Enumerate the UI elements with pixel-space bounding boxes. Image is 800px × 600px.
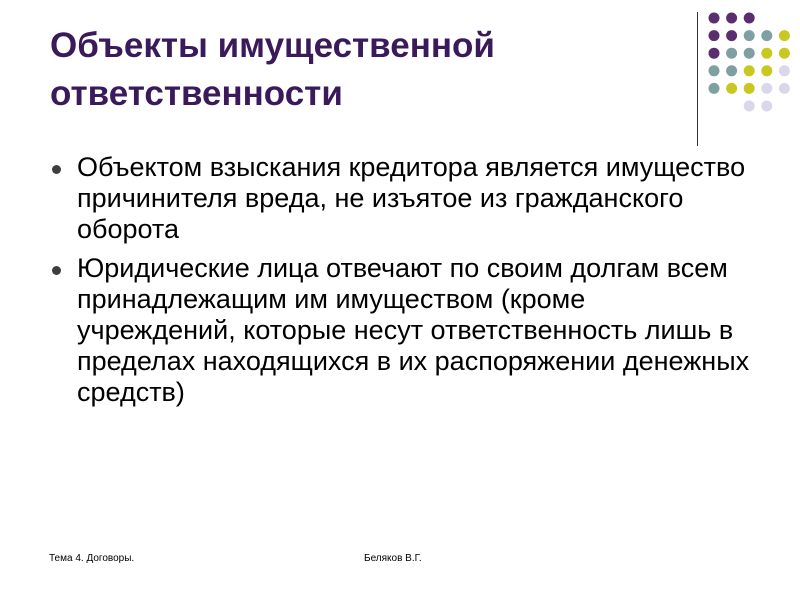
decorative-dot	[709, 83, 720, 94]
decorative-dot	[726, 13, 737, 24]
decorative-dot	[709, 65, 720, 76]
slide-title: Объекты имущественной ответственности	[50, 26, 495, 113]
decorative-dot	[726, 83, 737, 94]
decorative-dot	[709, 48, 720, 59]
bullet-text: Объектом взыскания кредитора является имущество причинителя вреда, не изъятое из гражданского оборота	[77, 152, 746, 244]
decorative-dot	[709, 13, 720, 24]
decorative-dot	[761, 101, 772, 112]
decorative-dot	[709, 30, 720, 41]
decorative-dot	[744, 83, 755, 94]
bullet-item	[50, 152, 750, 245]
footer-topic: Тема 4. Договоры.	[49, 553, 135, 564]
decorative-dot-grid	[703, 7, 800, 132]
decorative-dot	[761, 83, 772, 94]
decorative-dot	[744, 48, 755, 59]
decorative-dot	[779, 30, 790, 41]
bullet-text: Юридические лица отвечают по своим долгам всем принадлежащим им имуществом (кроме учреждений, которые несут ответственность лишь в пределах находящихся в их распоряжении денежных средств)	[77, 253, 750, 407]
bullet-dot-icon	[52, 165, 61, 174]
decorative-dot	[744, 30, 755, 41]
bullet-dot-icon	[52, 266, 61, 275]
decorative-dot	[779, 48, 790, 59]
decorative-dot	[726, 48, 737, 59]
decorative-dot	[779, 83, 790, 94]
bullet-item	[50, 253, 750, 408]
decorative-dot	[761, 48, 772, 59]
decorative-dot	[761, 30, 772, 41]
decorative-dot	[761, 65, 772, 76]
decorative-dot	[726, 30, 737, 41]
bullet-list	[50, 152, 750, 416]
decorative-dot	[779, 65, 790, 76]
title-divider-line	[697, 12, 698, 146]
decorative-dot	[744, 101, 755, 112]
decorative-dot	[744, 65, 755, 76]
decorative-dot	[726, 65, 737, 76]
decorative-dot	[744, 13, 755, 24]
footer-author: Беляков В.Г.	[364, 553, 422, 564]
